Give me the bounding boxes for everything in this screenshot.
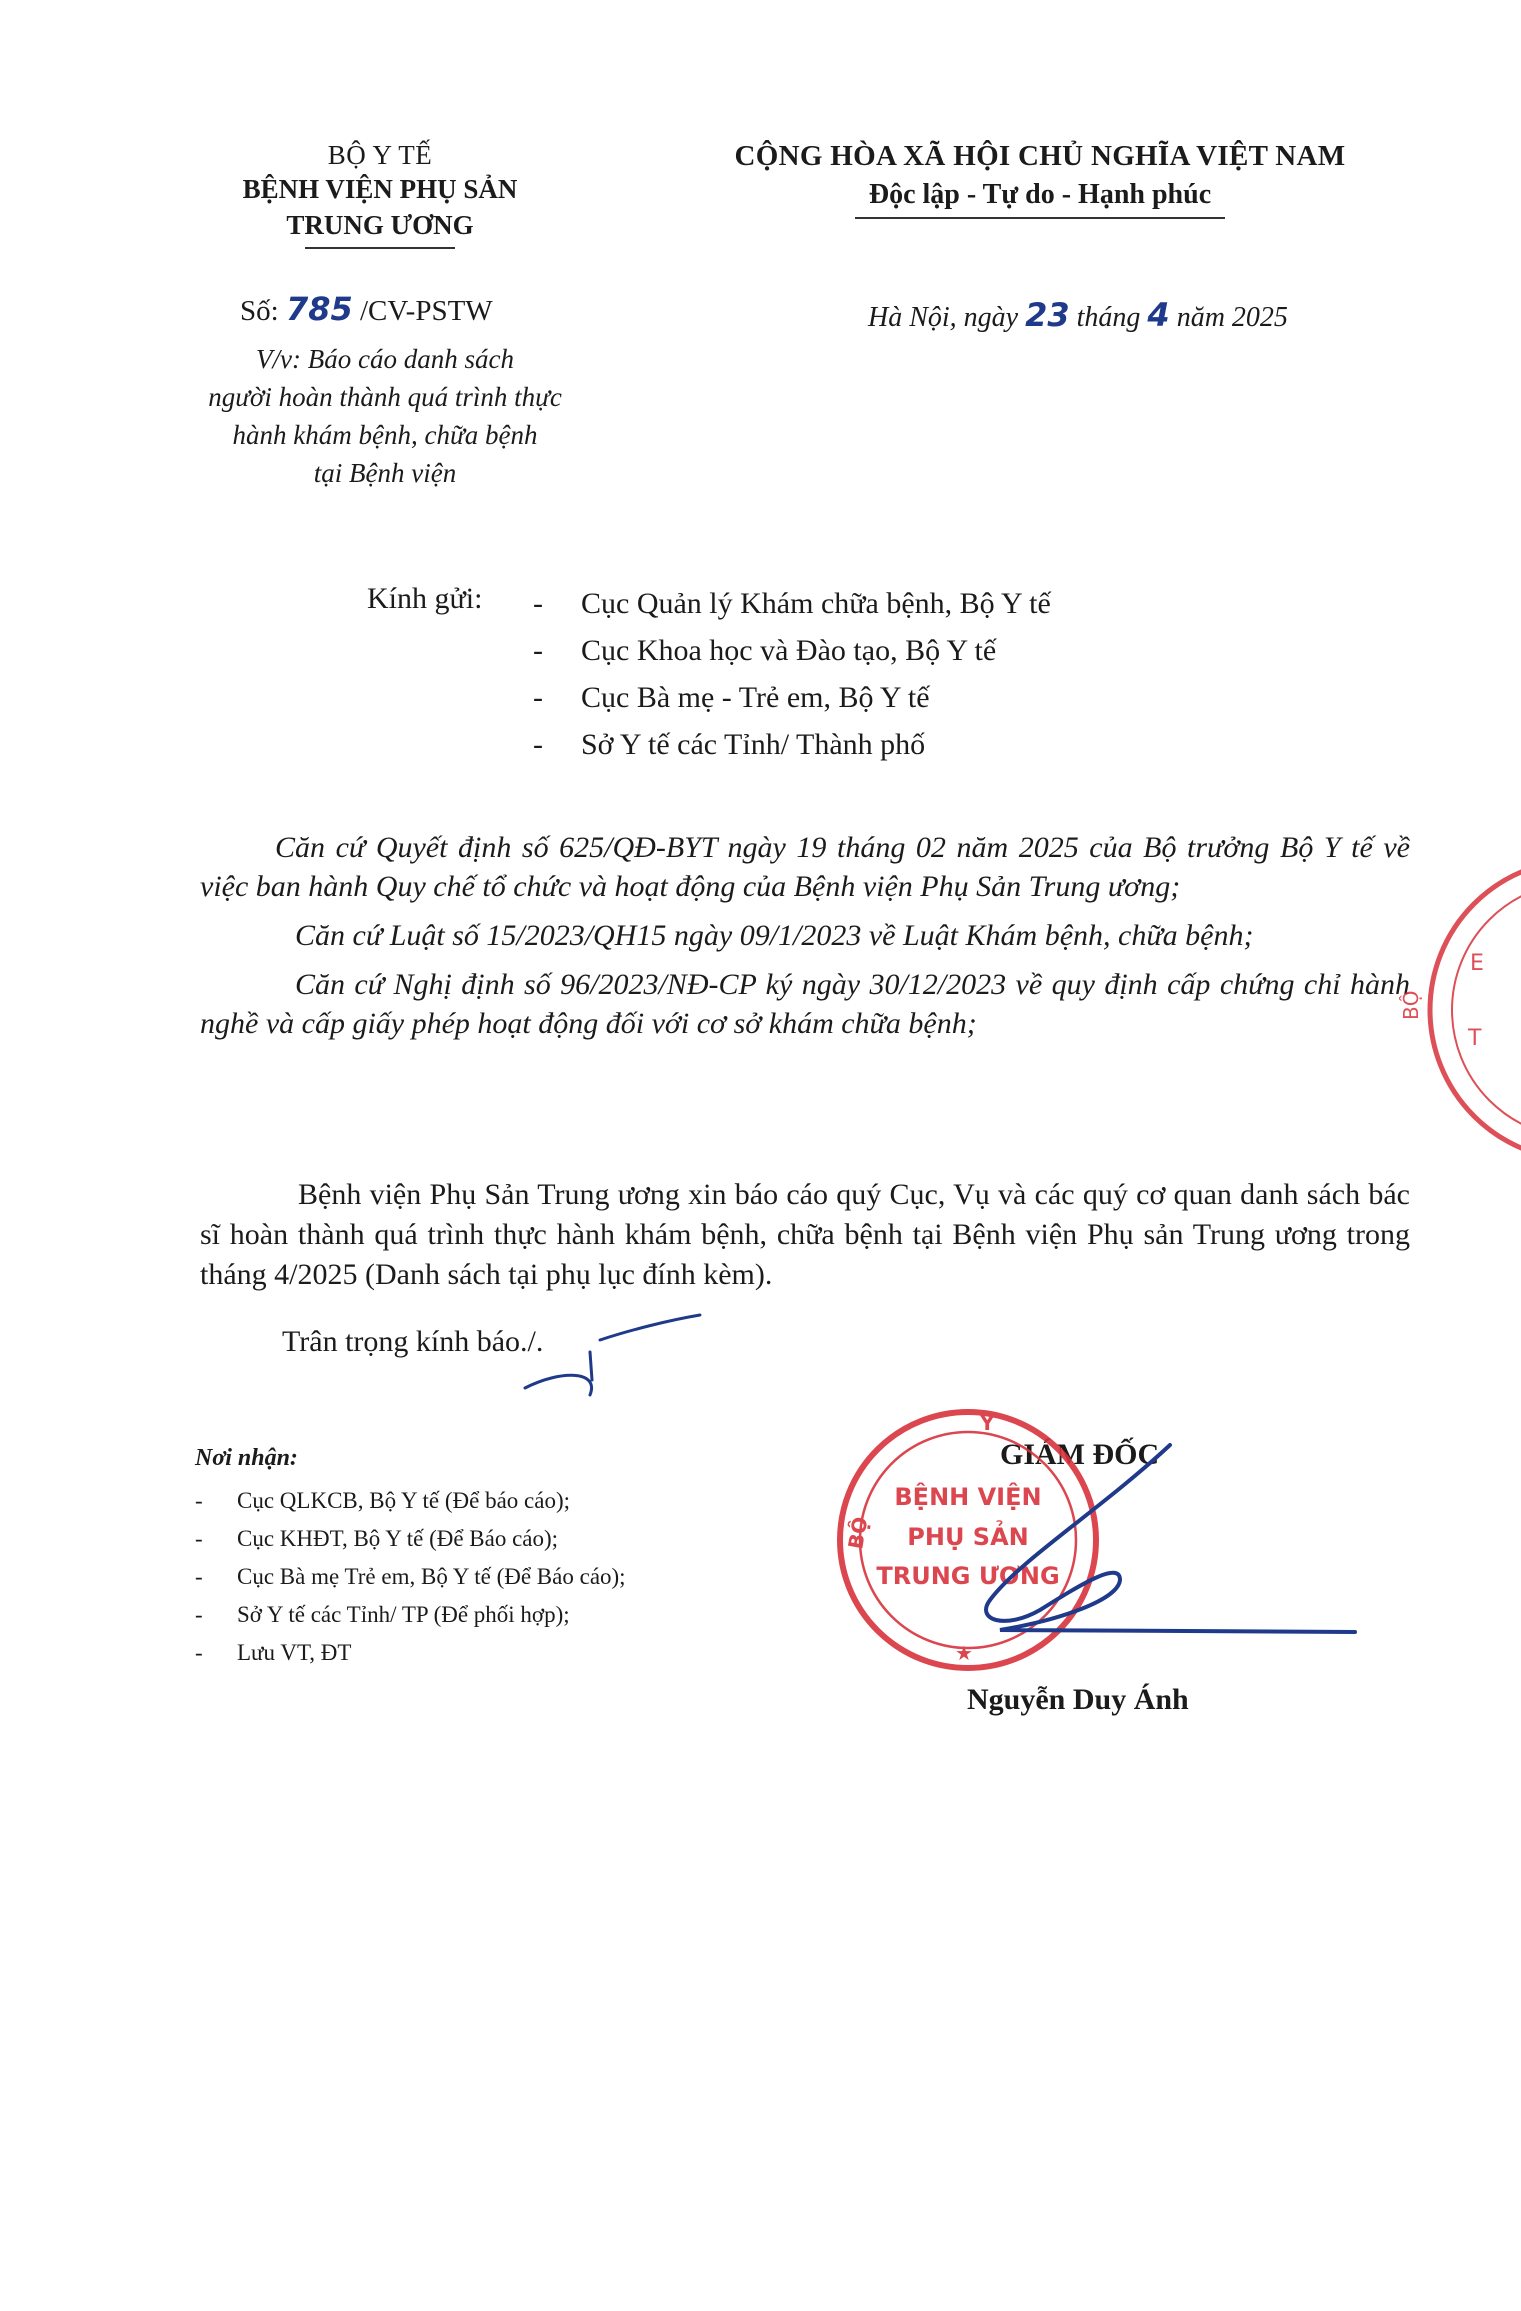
svg-text:E: E bbox=[1470, 951, 1484, 976]
receiver-item: - Cục Bà mẹ Trẻ em, Bộ Y tế (Để Báo cáo); bbox=[195, 1564, 626, 1589]
hospital-name-line1: BỆNH VIỆN PHỤ SẢN bbox=[242, 174, 518, 204]
national-motto: Độc lập - Tự do - Hạnh phúc bbox=[868, 179, 1212, 210]
seal-line: PHỤ SẢN bbox=[907, 1523, 1029, 1551]
subject-line: hành khám bệnh, chữa bệnh bbox=[232, 420, 538, 450]
republic-title: CỘNG HÒA XÃ HỘI CHỦ NGHĨA VIỆT NAM bbox=[734, 140, 1346, 172]
svg-text:★: ★ bbox=[955, 1641, 973, 1665]
svg-text:BỘ: BỘ bbox=[1399, 990, 1423, 1020]
svg-text:T: T bbox=[1468, 1026, 1482, 1051]
doc-number-handwritten: 785 bbox=[285, 290, 353, 328]
date-month-label: tháng bbox=[1076, 302, 1141, 333]
svg-text:BỘ: BỘ bbox=[843, 1514, 873, 1551]
subject-line: V/v: Báo cáo danh sách bbox=[256, 344, 514, 374]
receiver-item: - Cục QLKCB, Bộ Y tế (Để báo cáo); bbox=[195, 1488, 570, 1513]
initial-mark bbox=[525, 1315, 700, 1395]
date-month-handwritten: 4 bbox=[1147, 296, 1170, 334]
hospital-name-line2: TRUNG ƯƠNG bbox=[286, 210, 474, 240]
svg-text:Y: Y bbox=[980, 1411, 995, 1435]
basis-paragraph: Căn cứ Quyết định số 625/QĐ-BYT ngày 19 tháng 02 năm 2025 của Bộ trưởng Bộ Y tế về việc ban hành Quy chế tổ chức và hoạt động của Bệnh viện Phụ Sản Trung ương; bbox=[200, 831, 1410, 903]
edge-seal bbox=[1399, 860, 1521, 1160]
doc-number-suffix: /CV-PSTW bbox=[359, 295, 493, 327]
doc-number-prefix: Số: bbox=[240, 295, 279, 327]
seal-line: BỆNH VIỆN bbox=[894, 1483, 1042, 1511]
seal-line: TRUNG ƯƠNG bbox=[876, 1562, 1060, 1590]
recipient-item: - Sở Y tế các Tỉnh/ Thành phố bbox=[533, 728, 926, 761]
date-year: năm 2025 bbox=[1176, 302, 1288, 333]
director-signature bbox=[986, 1445, 1355, 1632]
basis-paragraph: Căn cứ Luật số 15/2023/QH15 ngày 09/1/2023 về Luật Khám bệnh, chữa bệnh; bbox=[295, 919, 1254, 952]
date-prefix: Hà Nội, ngày bbox=[868, 302, 1019, 333]
ministry-name: BỘ Y TẾ bbox=[327, 140, 433, 170]
receiver-item: - Sở Y tế các Tỉnh/ TP (Để phối hợp); bbox=[195, 1602, 570, 1627]
recipient-item: - Cục Quản lý Khám chữa bệnh, Bộ Y tế bbox=[533, 587, 1051, 620]
body-paragraph: Bệnh viện Phụ Sản Trung ương xin báo cáo quý Cục, Vụ và các quý cơ quan danh sách bác sĩ hoàn thành quá trình thực hành khám bệnh, chữa bệnh tại Bệnh viện Phụ sản Trung ương trong tháng 4/2025 (Danh sách tại phụ lục đính kèm). bbox=[200, 1178, 1410, 1291]
signer-title: GIÁM ĐỐC bbox=[1000, 1438, 1160, 1471]
signer-name: Nguyễn Duy Ánh bbox=[967, 1683, 1189, 1716]
recipient-item: - Cục Bà mẹ - Trẻ em, Bộ Y tế bbox=[533, 681, 930, 714]
date-day-handwritten: 23 bbox=[1025, 296, 1070, 334]
closing-line: Trân trọng kính báo./. bbox=[282, 1325, 544, 1358]
basis-paragraph: Căn cứ Nghị định số 96/2023/NĐ-CP ký ngày 30/12/2023 về quy định cấp chứng chỉ hành nghề và cấp giấy phép hoạt động đối với cơ sở khám chữa bệnh; bbox=[200, 968, 1410, 1040]
receiver-item: - Lưu VT, ĐT bbox=[195, 1640, 352, 1665]
receivers-title: Nơi nhận: bbox=[195, 1445, 298, 1471]
subject-line: tại Bệnh viện bbox=[313, 458, 457, 488]
subject-line: người hoàn thành quá trình thực bbox=[208, 382, 562, 412]
recipient-item: - Cục Khoa học và Đào tạo, Bộ Y tế bbox=[533, 634, 997, 667]
recipients-label: Kính gửi: bbox=[367, 582, 483, 615]
receiver-item: - Cục KHĐT, Bộ Y tế (Để Báo cáo); bbox=[195, 1526, 559, 1551]
